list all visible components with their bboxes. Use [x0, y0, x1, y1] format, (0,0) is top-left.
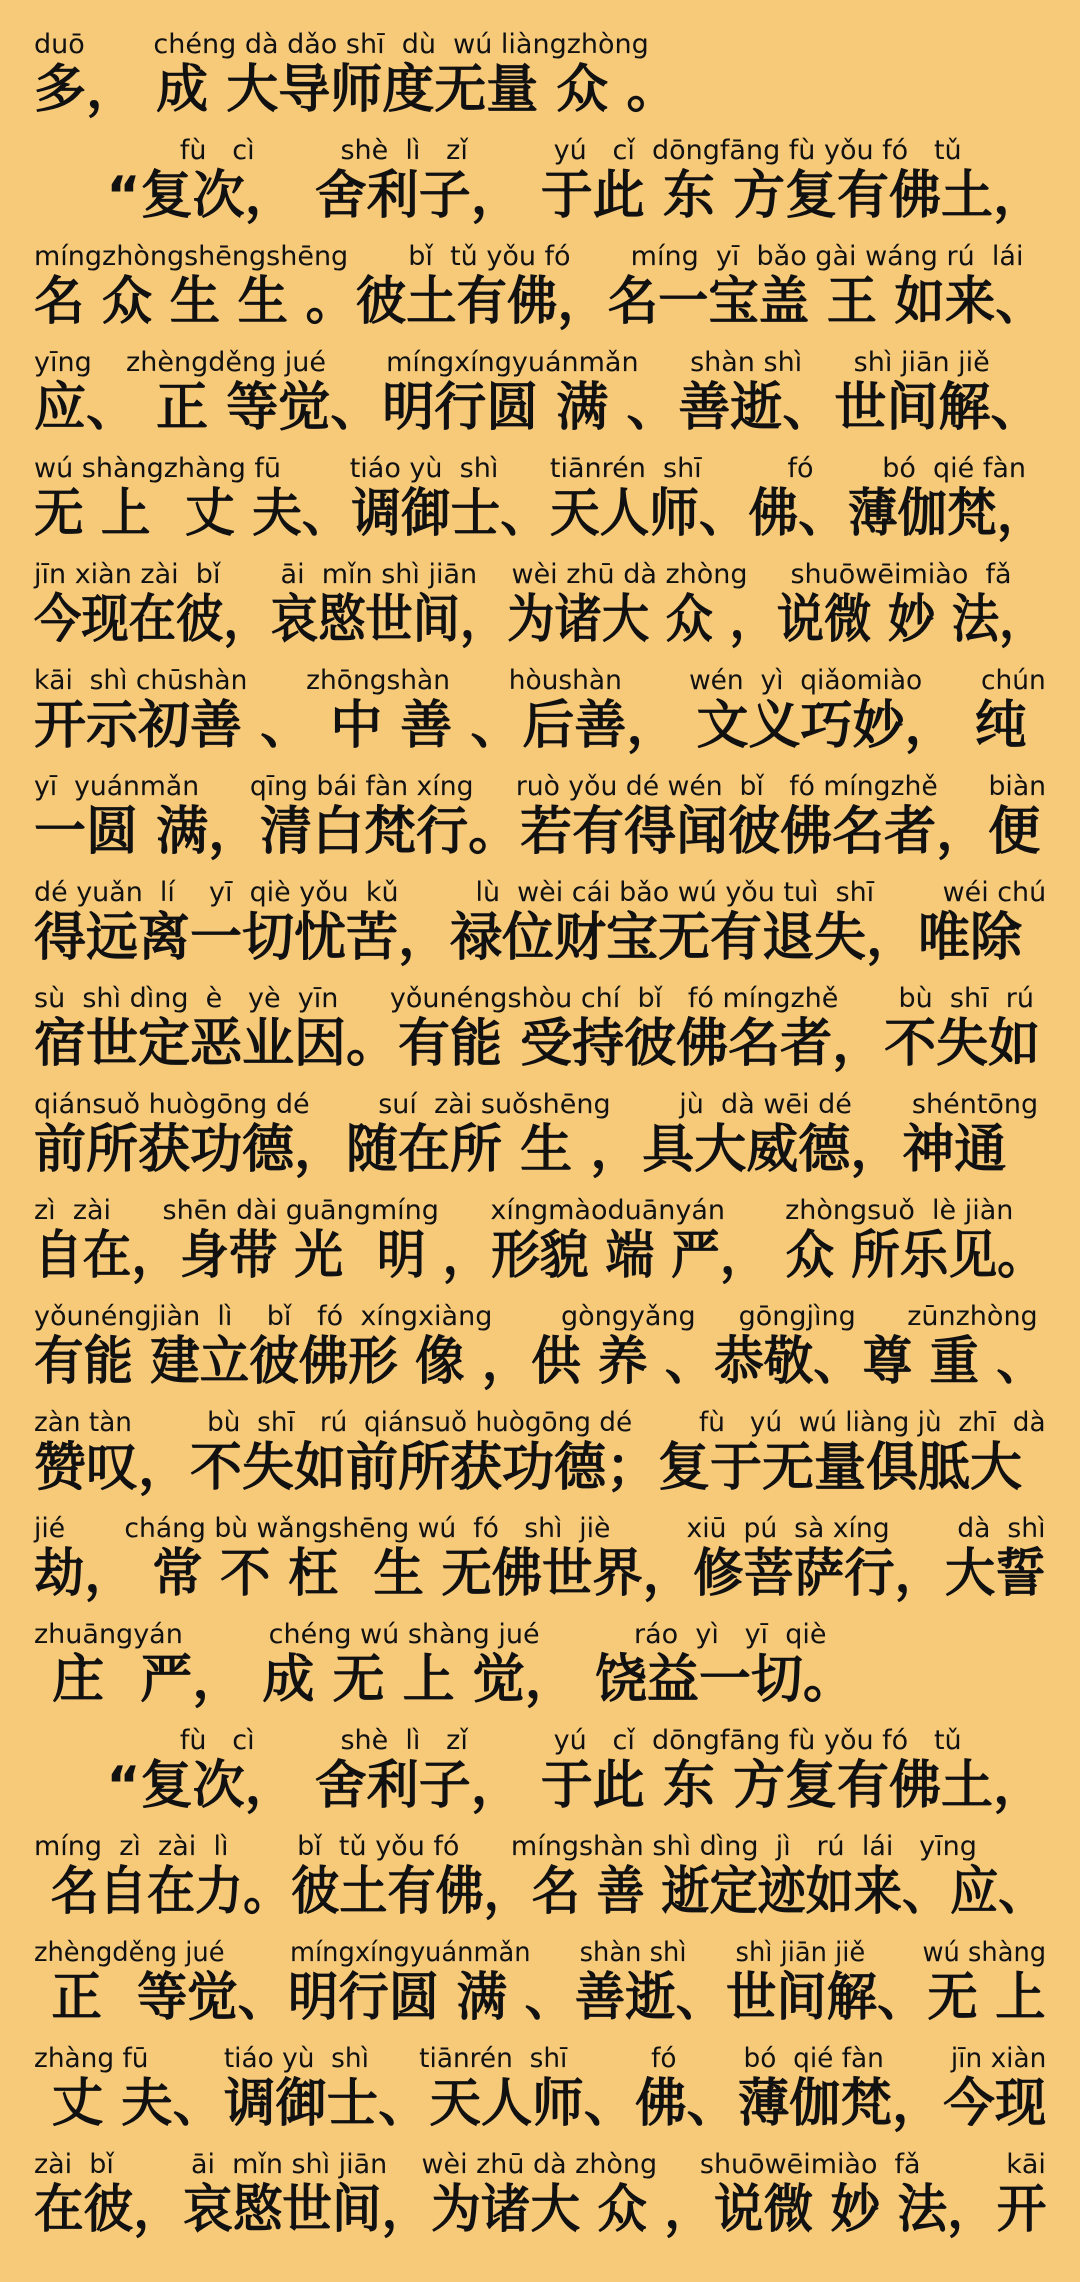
chinese-text: 一圆 满，清白梵行。若有得闻彼佛名者，便 — [34, 802, 1041, 862]
pinyin-annotation: zhuāngyán chéng wú shàng jué ráo yì yī qiè — [34, 1619, 827, 1650]
pinyin-annotation: dé yuǎn lí yī qiè yǒu kǔ lù wèi cái bǎo wú yǒu tuì shī wéi chú — [34, 877, 1047, 908]
text-line — [34, 1512, 1046, 1617]
chinese-text: 庄 严， 成 无 上 觉， 饶益一切。 — [34, 1650, 855, 1710]
chinese-text: 在彼，哀愍世间，为诸大 众 ，说微 妙 法，开 — [34, 2180, 1047, 2240]
text-line — [34, 346, 1046, 451]
text-line — [34, 134, 1046, 239]
pinyin-annotation: kāi shì chūshàn zhōngshàn hòushàn wén yì qiǎomiào chún — [34, 665, 1046, 696]
chinese-text: 自在，身带 光 明 ，形貌 端 严， 众 所乐见。 — [34, 1226, 1046, 1286]
pinyin-annotation: yī yuánmǎn qīng bái fàn xíng ruò yǒu dé wén bǐ fó míngzhě biàn — [34, 771, 1047, 802]
pinyin-annotation: duō chéng dà dǎo shī dù wú liàngzhòng — [34, 29, 649, 60]
text-line — [34, 2042, 1046, 2147]
chinese-text: 宿世定恶业因。有能 受持彼佛名者，不失如 — [34, 1014, 1041, 1074]
text-line — [34, 28, 1046, 133]
chinese-text: “复次， 舍利子， 于此 东 方复有佛土， — [34, 1756, 1046, 1816]
text-line — [34, 1724, 1046, 1829]
chinese-text: 今现在彼，哀愍世间，为诸大 众 ，说微 妙 法， — [34, 590, 1047, 650]
text-line — [34, 664, 1046, 769]
chinese-text: 得远离一切忧苦，禄位财宝无有退失，唯除 — [34, 908, 1023, 968]
chinese-text: 赞叹，不失如前所获功德；复于无量俱胝大 — [34, 1438, 1023, 1498]
chinese-text: 前所获功德，随在所 生 ，具大威德，神通 — [34, 1120, 1007, 1180]
text-line — [34, 1194, 1046, 1299]
chinese-text: “复次， 舍利子， 于此 东 方复有佛土， — [34, 166, 1046, 226]
chinese-text: 丈 夫、调御士、天人师、佛、薄伽梵，今现 — [34, 2074, 1047, 2134]
chinese-text: 有能 建立彼佛形 像 ，供 养 、恭敬、尊 重 、 — [34, 1332, 1046, 1392]
text-line — [34, 1936, 1046, 2041]
text-line — [34, 558, 1046, 663]
pinyin-annotation: yīng zhèngděng jué míngxíngyuánmǎn shàn shì shì jiān jiě — [34, 347, 990, 378]
chinese-text: 正 等觉、明行圆 满 、善逝、世间解、无 上 — [34, 1968, 1046, 2028]
pinyin-annotation: sù shì dìng è yè yīn yǒunéngshòu chí bǐ fó míngzhě bù shī rú — [34, 983, 1034, 1014]
pinyin-annotation: zhàng fū tiáo yù shì tiānrén shī fó bó qié fàn jīn xiàn — [34, 2043, 1047, 2074]
text-line — [34, 1300, 1046, 1405]
chinese-text: 无 上 丈 夫、调御士、天人师、佛、薄伽梵， — [34, 484, 1047, 544]
pinyin-annotation: fù cì shè lì zǐ yú cǐ dōngfāng fù yǒu fó tǔ — [34, 1725, 962, 1756]
pinyin-annotation: yǒunéngjiàn lì bǐ fó xíngxiàng gòngyǎng gōngjìng zūnzhòng — [34, 1301, 1038, 1332]
pinyin-annotation: zài bǐ āi mǐn shì jiān wèi zhū dà zhòng shuōwēimiào fǎ kāi — [34, 2149, 1046, 2180]
pinyin-annotation: qiánsuǒ huògōng dé suí zài suǒshēng jù dà wēi dé shéntōng — [34, 1089, 1039, 1120]
chinese-text: 多， 成 大导师度无量 众 。 — [34, 60, 679, 120]
text-line — [34, 452, 1046, 557]
pinyin-annotation: jié cháng bù wǎngshēng wú fó shì jiè xiū pú sà xíng dà shì — [34, 1513, 1046, 1544]
text-line — [34, 876, 1046, 981]
chinese-text: 名自在力。彼土有佛，名 善 逝定迹如来、应、 — [34, 1862, 1047, 1922]
pinyin-annotation: zàn tàn bù shī rú qiánsuǒ huògōng dé fù yú wú liàng jù zhī dà — [34, 1407, 1046, 1438]
pinyin-annotation: jīn xiàn zài bǐ āi mǐn shì jiān wèi zhū dà zhòng shuōwēimiào fǎ — [34, 559, 1012, 590]
pinyin-annotation: fù cì shè lì zǐ yú cǐ dōngfāng fù yǒu fó tǔ — [34, 135, 962, 166]
chinese-text: 开示初善 、 中 善 、后善， 文义巧妙， 纯 — [34, 696, 1027, 756]
pinyin-annotation: míng zì zài lì bǐ tǔ yǒu fó míngshàn shì dìng jì rú lái yīng — [34, 1831, 977, 1862]
pinyin-annotation: wú shàngzhàng fū tiáo yù shì tiānrén shī fó bó qié fàn — [34, 453, 1027, 484]
pinyin-annotation: zhèngděng jué míngxíngyuánmǎn shàn shì shì jiān jiě wú shàng — [34, 1937, 1047, 1968]
text-line — [34, 1618, 1046, 1723]
chinese-text: 应、 正 等觉、明行圆 满 、善逝、世间解、 — [34, 378, 1043, 438]
text-line — [34, 1088, 1046, 1193]
pinyin-annotation: míngzhòngshēngshēng bǐ tǔ yǒu fó míng yī bǎo gài wáng rú lái — [34, 241, 1024, 272]
text-line — [34, 982, 1046, 1087]
text-line — [34, 240, 1046, 345]
text-line — [34, 1830, 1046, 1935]
text-line — [34, 2148, 1046, 2253]
pinyin-annotation: zì zài shēn dài guāngmíng xíngmàoduānyán zhòngsuǒ lè jiàn — [34, 1195, 1014, 1226]
text-line — [34, 770, 1046, 875]
text-line — [34, 1406, 1046, 1511]
chinese-text: 名 众 生 生 。彼土有佛，名一宝盖 王 如来、 — [34, 272, 1046, 332]
chinese-text: 劫， 常 不 枉 生 无佛世界，修菩萨行，大誓 — [34, 1544, 1046, 1604]
